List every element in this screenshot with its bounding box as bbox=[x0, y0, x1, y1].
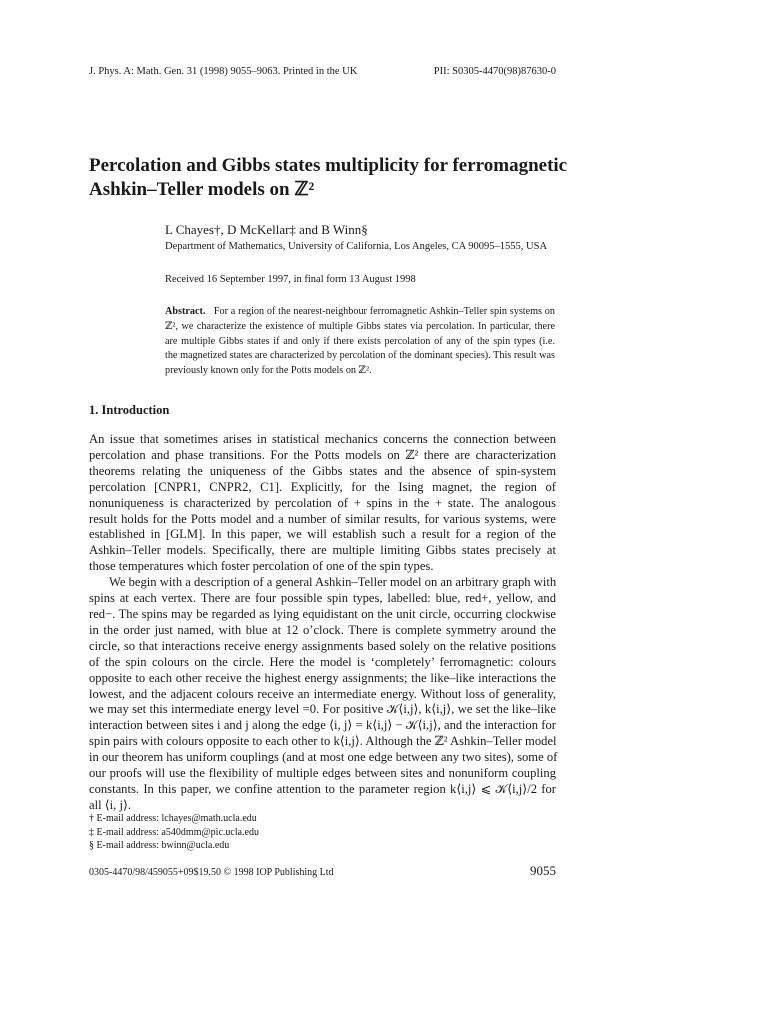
body-line: We begin with a description of a general Ashkin–Teller model on an arbitrary graph with bbox=[109, 575, 557, 590]
body-line: lowest, and the adjacent colours receive an intermediate energy. Without loss of generality, bbox=[89, 686, 556, 701]
copyright-line: 0305-4470/98/459055+09$19.50 © 1998 IOP Publishing Ltd bbox=[89, 867, 334, 878]
body-line: opposite to each other receive the highest energy assignments; the like–like interactions the bbox=[89, 670, 556, 685]
body-line: percolation [CNPR1, CNPR2, C1]. Explicitly, for the Ising magnet, the region of bbox=[89, 479, 556, 494]
body-line: circle, so that interactions receive energy assignments based solely on the relative positions bbox=[89, 638, 556, 653]
author-list: L Chayes†, D McKellar‡ and B Winn§ bbox=[165, 222, 368, 237]
pii-identifier: PII: S0305-4470(98)87630-0 bbox=[433, 66, 556, 77]
body-line: percolation and phase transitions. For the Potts models on ℤ² there are characterization bbox=[89, 447, 556, 462]
body-line: Ashkin–Teller models. Specifically, there are multiple limiting Gibbs states precisely at bbox=[89, 543, 556, 558]
body-line: all ⟨i, j⟩. bbox=[89, 797, 132, 812]
body-line: theorems relating the uniqueness of the Gibbs states and the absence of spin-system bbox=[89, 463, 556, 478]
body-line: in the order just named, with blue at 12 o’clock. There is complete symmetry around the bbox=[89, 622, 556, 637]
body-line: of the spin colours on the circle. Here the model is ‘completely’ ferromagnetic: colours bbox=[89, 654, 556, 669]
received-date: Received 16 September 1997, in final form 13 August 1998 bbox=[165, 274, 416, 285]
footnote-email-chayes: † E-mail address: lchayes@math.ucla.edu bbox=[89, 813, 257, 824]
body-line: interaction between sites i and j along the edge ⟨i, j⟩ = k⟨i,j⟩ − 𝒦⟨i,j⟩, and the interaction for bbox=[89, 718, 556, 733]
body-line: spin pairs with colours opposite to each other to k⟨i,j⟩. Although the ℤ² Ashkin–Teller model bbox=[89, 734, 557, 749]
paper-title-line-1: Percolation and Gibbs states multiplicity for ferromagnetic bbox=[89, 155, 568, 176]
body-line: established in [GLM]. In this paper, we will establish such a result for a region of the bbox=[89, 527, 556, 542]
abstract-line: are multiple Gibbs states if and only if there exists percolation of any of the spin types (i.e. bbox=[165, 335, 555, 347]
abstract-label: Abstract. bbox=[165, 306, 206, 317]
body-line: result holds for the Potts model and a number of similar results, for various systems, were bbox=[89, 511, 556, 526]
footnote-email-mckellar: ‡ E-mail address: a540dmm@pic.ucla.edu bbox=[89, 826, 259, 838]
body-line: An issue that sometimes arises in statistical mechanics concerns the connection between bbox=[89, 432, 556, 446]
abstract-line: Abstract. For a region of the nearest-neighbour ferromagnetic Ashkin–Teller spin systems on bbox=[165, 306, 555, 317]
abstract bbox=[165, 305, 555, 379]
page-number: 9055 bbox=[530, 863, 556, 878]
paper-title-line-2: Ashkin–Teller models on ℤ² bbox=[89, 179, 315, 200]
body-text bbox=[89, 432, 556, 814]
body-line: in our theorem has uniform couplings (and at most one edge between any two sites), some of bbox=[89, 750, 558, 765]
body-line: those temperatures which foster percolation of one of the spin types. bbox=[89, 559, 434, 574]
body-line: red−. The spins may be regarded as lying equidistant on the unit circle, occurring clockwise bbox=[89, 606, 556, 621]
abstract-line: previously known only for the Potts models on ℤ². bbox=[165, 365, 372, 377]
body-line: constants. In this paper, we confine attention to the parameter region k⟨i,j⟩ ⩽ 𝒦⟨i,j⟩/2 for bbox=[89, 781, 556, 796]
body-line: we may set this intermediate energy level =0. For positive 𝒦⟨i,j⟩, k⟨i,j⟩, we set the like–like bbox=[89, 702, 556, 717]
abstract-line: ℤ², we characterize the existence of multiple Gibbs states via percolation. In particular, there bbox=[165, 320, 555, 332]
section-heading: 1. Introduction bbox=[89, 403, 170, 417]
affiliation: Department of Mathematics, University of California, Los Angeles, CA 90095–1555, USA bbox=[165, 241, 548, 252]
body-line: our proofs will use the flexibility of multiple edges between sites and nonuniform coupling bbox=[89, 766, 556, 781]
body-line: spins at each vertex. There are four possible spin types, labelled: blue, red+, yellow, and bbox=[89, 591, 556, 606]
footnotes bbox=[89, 812, 259, 853]
footnote-email-winn: § E-mail address: bwinn@ucla.edu bbox=[89, 840, 230, 851]
abstract-line: the magnetized states are characterized by percolation of the dominant species). This result was bbox=[165, 350, 555, 362]
body-line: nonuniqueness is characterized by percolation of + spins in the + state. The analogous bbox=[89, 495, 556, 510]
journal-citation: J. Phys. A: Math. Gen. 31 (1998) 9055–9063. Printed in the UK bbox=[89, 66, 358, 77]
